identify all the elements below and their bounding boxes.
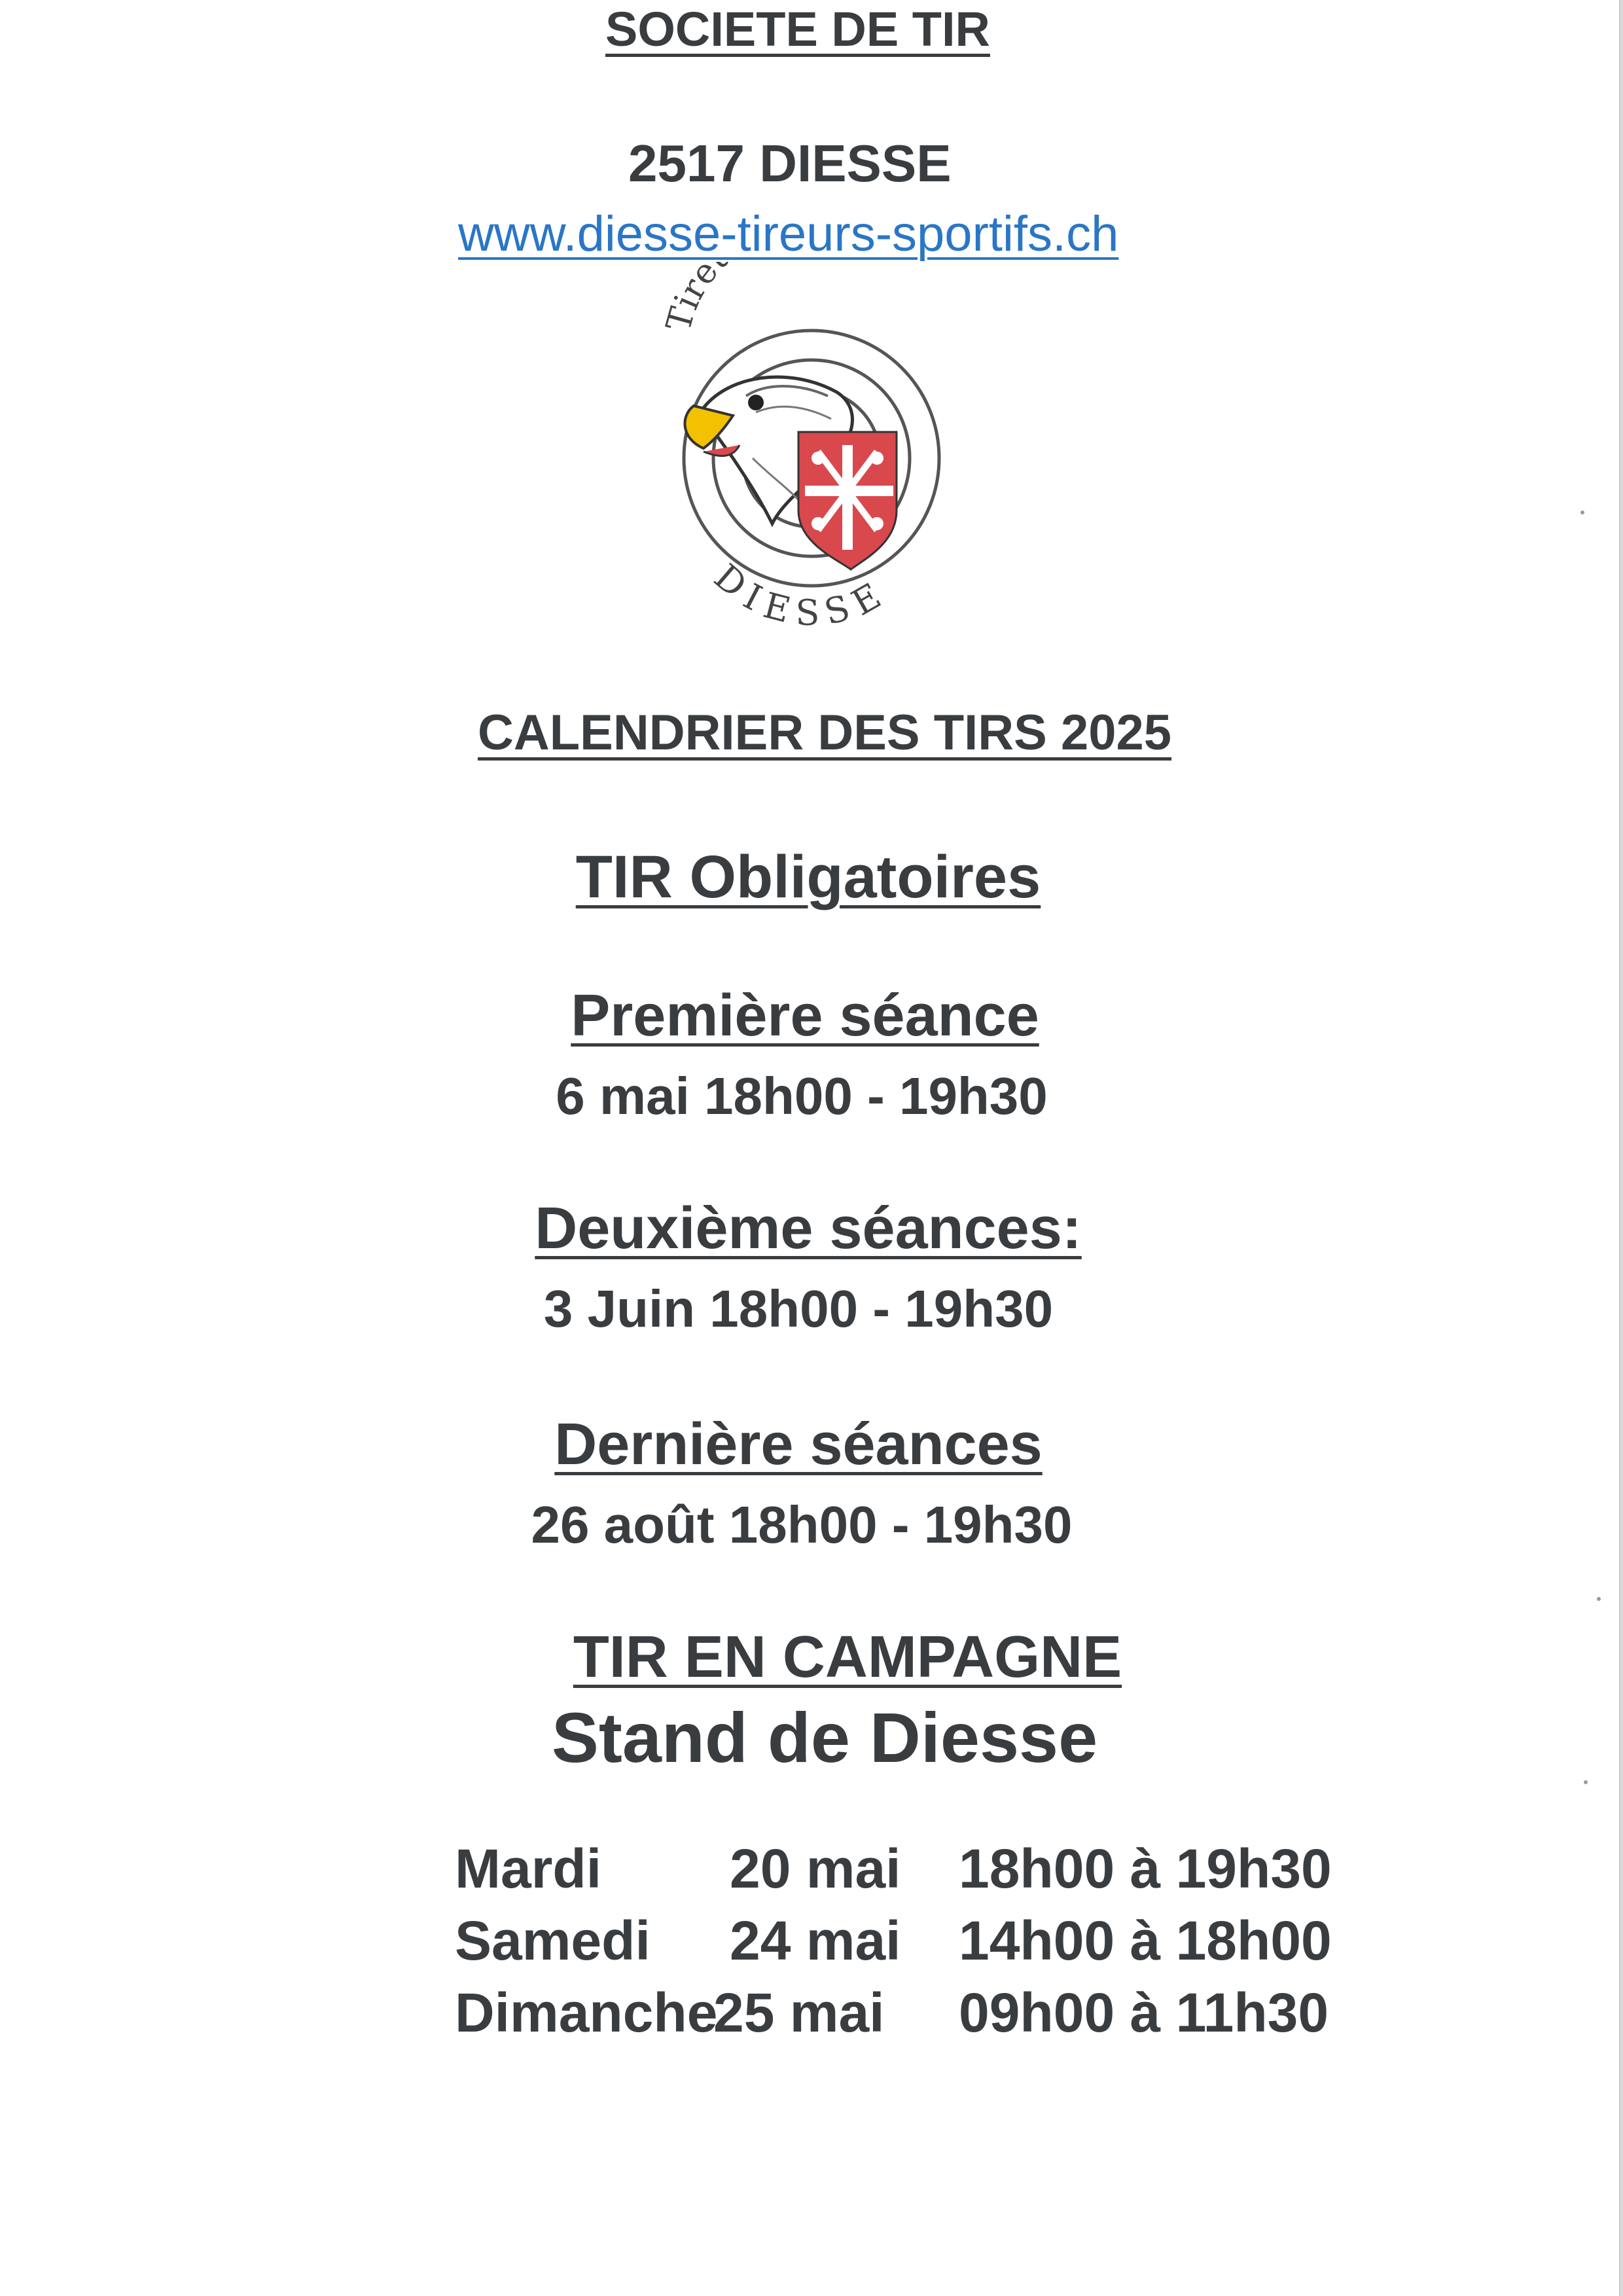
schedule-date: 25 mai — [713, 1982, 885, 2043]
schedule-date: 24 mai — [730, 1910, 901, 1971]
club-logo — [641, 262, 982, 628]
website-link[interactable]: www.diesse-tireurs-sportifs.ch — [458, 206, 1119, 262]
session-2-label: Deuxième séances: — [535, 1196, 1082, 1261]
schedule-time: 18h00 à 19h30 — [959, 1838, 1332, 1899]
schedule-time: 14h00 à 18h00 — [959, 1910, 1332, 1971]
logo-text-top: Tire — [659, 262, 726, 336]
schedule-day: Dimanche — [455, 1982, 718, 2043]
session-1-time: 6 mai 18h00 - 19h30 — [556, 1067, 1048, 1125]
logo-text-bottom: DIESSE — [706, 556, 896, 628]
calendar-title: CALENDRIER DES TIRS 2025 — [477, 705, 1172, 761]
session-3-label: Dernière séances — [554, 1412, 1043, 1477]
society-title: SOCIETE DE TIR — [605, 2, 990, 56]
schedule-day: Mardi — [455, 1838, 602, 1899]
session-3-time: 26 août 18h00 - 19h30 — [531, 1496, 1073, 1554]
campaign-title: TIR EN CAMPAGNE — [573, 1624, 1122, 1690]
campaign-venue: Stand de Diesse — [551, 1698, 1098, 1777]
eagle-target-emblem-icon — [641, 262, 982, 628]
location: 2517 DIESSE — [628, 134, 952, 192]
session-2-time: 3 Juin 18h00 - 19h30 — [543, 1280, 1054, 1338]
scan-edge-line — [1619, 0, 1620, 2296]
obligatory-title: TIR Obligatoires — [575, 844, 1041, 910]
scan-speck — [1597, 1597, 1601, 1601]
schedule-date: 20 mai — [730, 1838, 901, 1899]
scan-speck — [1584, 1780, 1588, 1784]
scan-speck — [1580, 511, 1584, 514]
schedule-day: Samedi — [455, 1910, 651, 1971]
session-1-label: Première séance — [571, 983, 1039, 1049]
schedule-time: 09h00 à 11h30 — [959, 1982, 1329, 2043]
